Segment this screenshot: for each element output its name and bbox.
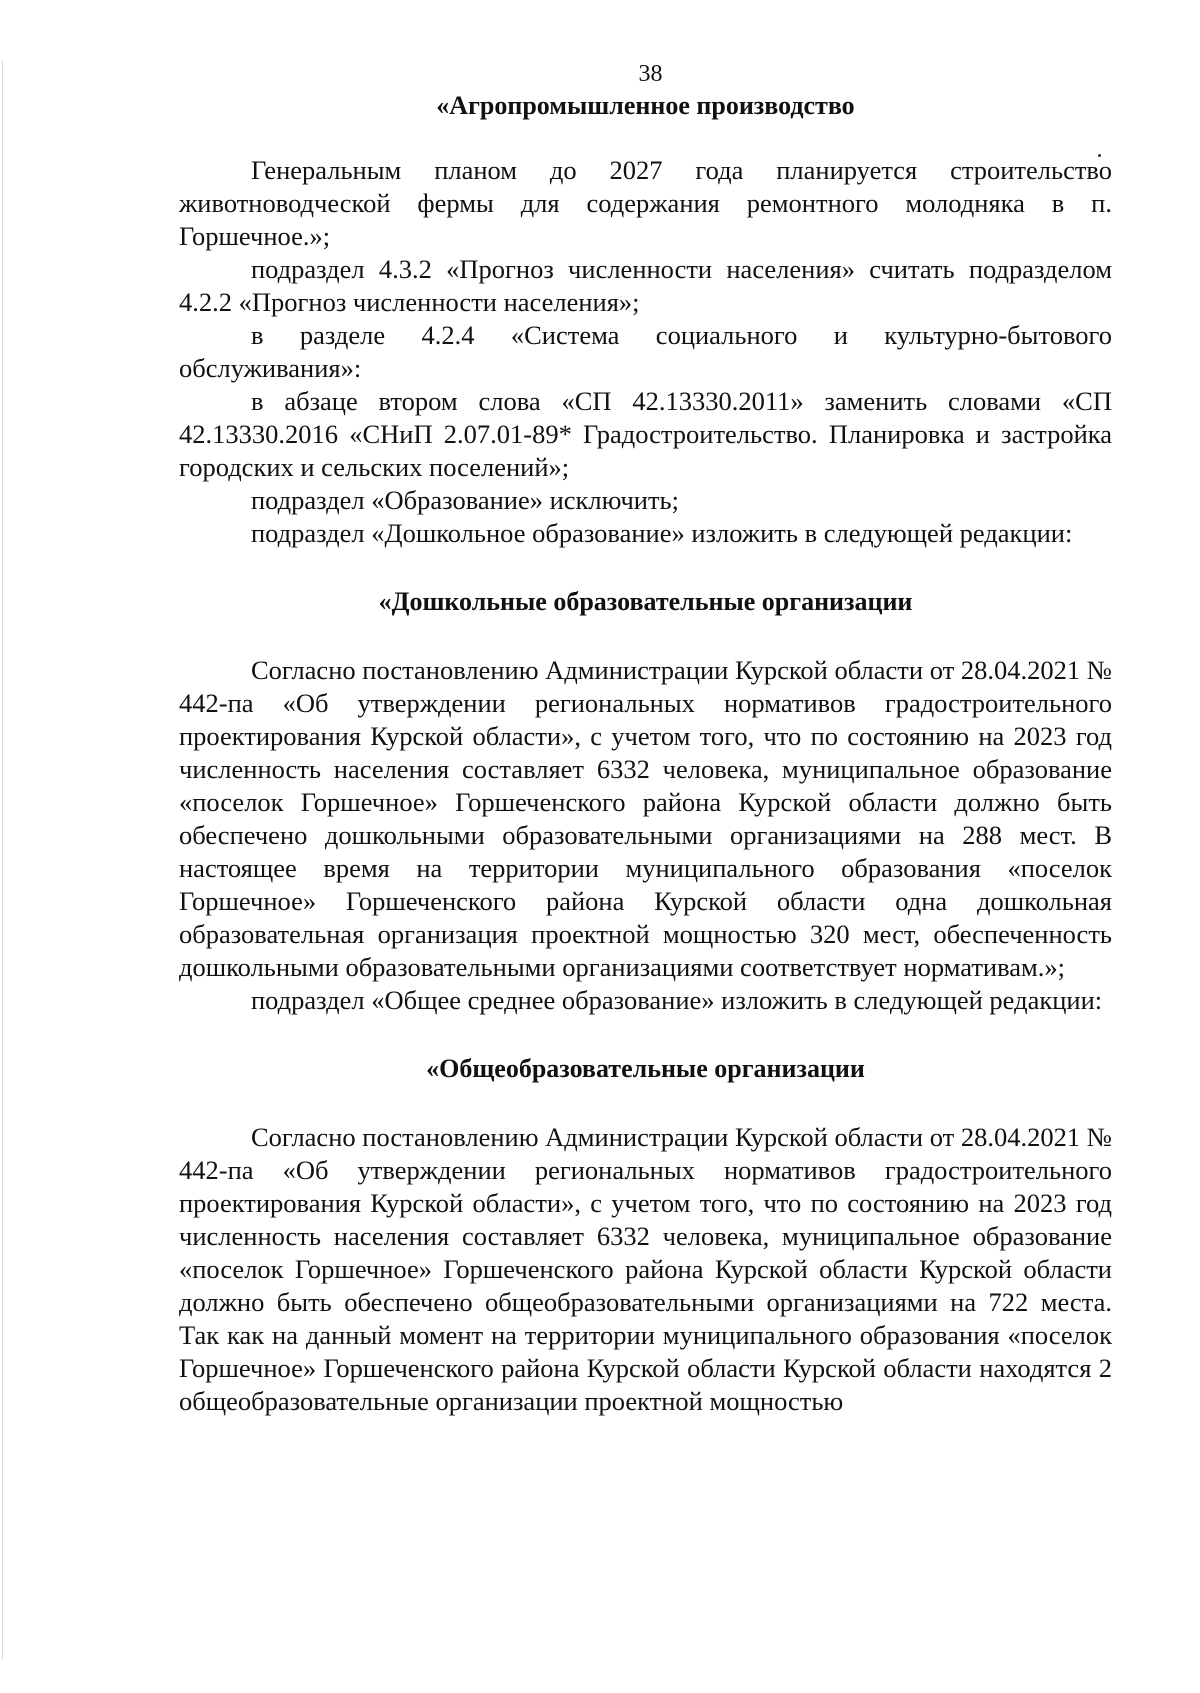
spacer [179, 550, 1112, 586]
spacer [179, 122, 1112, 154]
heading-preschool: «Дошкольные образовательные организации [378, 587, 913, 616]
paragraph-social-services: в разделе 4.2.4 «Система социального и культурно-бытового обслуживания»: [179, 320, 1112, 383]
paragraph-general-edu-body: Согласно постановлению Администрации Курской области от 28.04.2021 № 442-па «Об утверждении региональных нормативов градостроительного проектирования Курской области», с учетом того, что по состоянию на 2023 год численность населения составляет 6332 человека, муниципальное образование «поселок Горшечное» Горшеченского района Курской области Курской области должно быть обеспечено общеобразовательными организациями на 722 места. Так как на данный момент на территории муниципального образования «поселок Горшечное» Горшеченского района Курской области Курской области находятся 2 общеобразовательные организации проектной мощностью [179, 1122, 1112, 1416]
paragraph-sp-replace: в абзаце втором слова «СП 42.13330.2011» заменить словами «СП 42.13330.2016 «СНиП 2.07.01-89* Градостроительство. Планировка и застройка городских и сельских поселений»; [179, 386, 1112, 482]
paragraph-preschool-edit: подраздел «Дошкольное образование» изложить в следующей редакции: [251, 518, 1073, 548]
page-number: 38 [638, 61, 663, 87]
paragraph-general-edu-edit: подраздел «Общее среднее образование» изложить в следующей редакции: [251, 985, 1103, 1015]
heading-general-education: «Общеобразовательные организации [426, 1054, 865, 1083]
spacer [179, 618, 1112, 654]
paragraph-population-forecast: подраздел 4.3.2 «Прогноз численности населения» считать подразделом 4.2.2 «Прогноз численности населения»; [179, 254, 1112, 317]
paragraph-preschool-body: Согласно постановлению Администрации Курской области от 28.04.2021 № 442-па «Об утверждении региональных нормативов градостроительного проектирования Курской области», с учетом того, что по состоянию на 2023 год численность населения составляет 6332 человека, муниципальное образование «поселок Горшечное» Горшеченского района Курской области должно быть обеспечено дошкольными образовательными организациями на 288 мест. В настоящее время на территории муниципального образования «поселок Горшечное» Горшеченского района Курской области одна дошкольная образовательная организация проектной мощностью 320 мест, обеспеченность дошкольными образовательными организациями соответствует нормативам.»; [179, 655, 1112, 982]
spacer [179, 1085, 1112, 1121]
scan-margin-line [2, 60, 3, 1660]
heading-agro: «Агропромышленное производство [436, 91, 855, 120]
spacer [179, 1017, 1112, 1053]
paragraph-education-exclude: подраздел «Образование» исключить; [251, 485, 679, 515]
document-page [179, 58, 1112, 1418]
paragraph-general-plan: Генеральным планом до 2027 года планируется строительство животноводческой фермы для содержания ремонтного молодняка в п. Горшечное.»; [179, 155, 1112, 251]
